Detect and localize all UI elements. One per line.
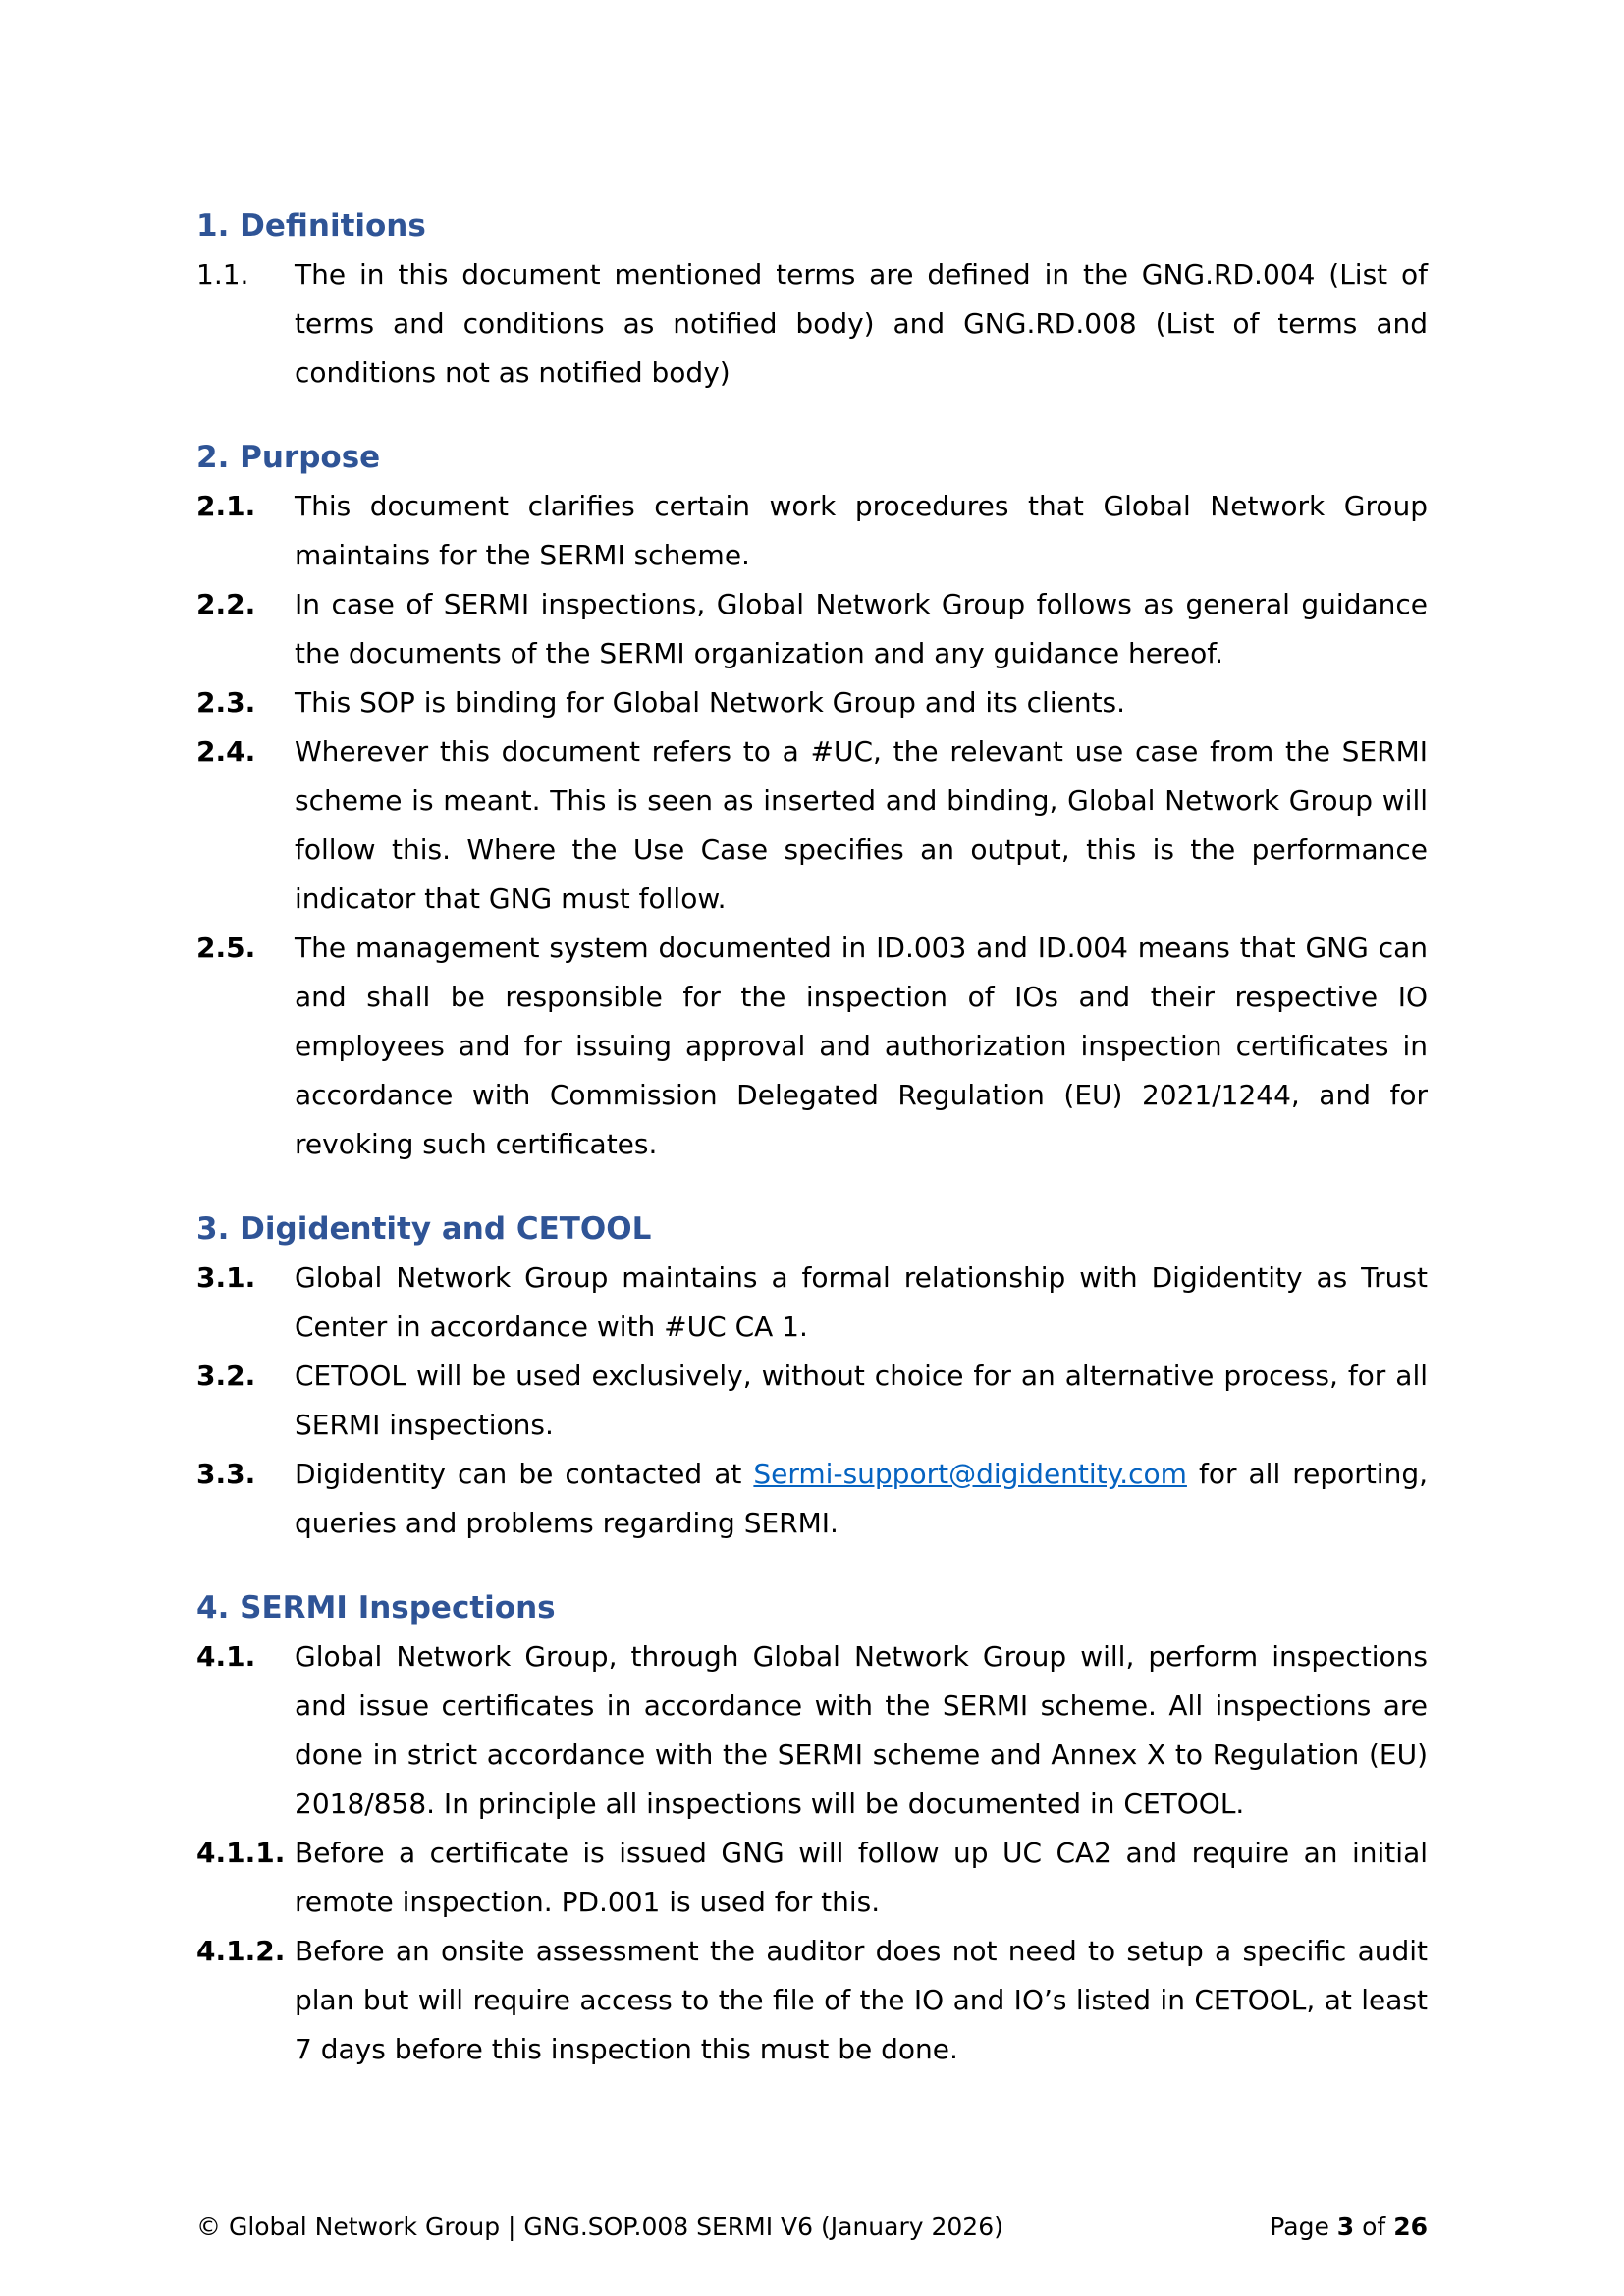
item-number: 1.1.: [196, 258, 249, 291]
list-item: [196, 1829, 1428, 1927]
item-text: Global Network Group maintains a formal relationship with Digidentity as Trust Center in accordance with #UC CA 1.: [295, 1261, 1428, 1343]
section-heading: 3. Digidentity and CETOOL: [196, 1211, 652, 1247]
footer-copyright: © Global Network Group | GNG.SOP.008 SERMI V6 (January 2026): [196, 2213, 1003, 2241]
item-number: 4.1.1.: [196, 1837, 286, 1869]
item-number: 3.2.: [196, 1360, 256, 1392]
list-item: [196, 1254, 1428, 1352]
item-number: 2.4.: [196, 735, 256, 768]
item-text-after-link: for all reporting, queries and problems regarding SERMI.: [295, 1458, 1428, 1539]
list-item: [196, 924, 1428, 1169]
item-number: 2.1.: [196, 490, 256, 522]
list-item: [196, 1450, 1428, 1548]
section-heading: 4. SERMI Inspections: [196, 1590, 556, 1626]
section-sermi-inspections: [196, 1583, 1428, 2074]
list-item: [196, 727, 1428, 924]
item-text: Global Network Group, through Global Network Group will, perform inspections and issue certificates in accordance with the SERMI scheme. All inspections are done in strict accordance with the SERMI scheme and Annex X to Regulation (EU) 2018/858. In principle all inspections will be documented in CETOOL.: [295, 1640, 1428, 1820]
item-number: 2.3.: [196, 686, 256, 719]
item-text: The management system documented in ID.003 and ID.004 means that GNG can and shall be responsible for the inspection of IOs and their respective IO employees and for issuing approval and authorization inspection certificates in accordance with Commission Delegated Regulation (EU) 2021/1244, and for revoking such certificates.: [295, 932, 1428, 1160]
footer-page-number: [1270, 2212, 1428, 2243]
list-item: [196, 1927, 1428, 2074]
list-item: [196, 1352, 1428, 1450]
item-number: 3.1.: [196, 1261, 256, 1294]
list-item: [196, 482, 1428, 580]
item-text: The in this document mentioned terms are defined in the GNG.RD.004 (List of terms and conditions as notified body) and GNG.RD.008 (List of terms and conditions not as notified body): [295, 258, 1428, 389]
item-text: In case of SERMI inspections, Global Network Group follows as general guidance the documents of the SERMI organization and any guidance hereof.: [295, 588, 1428, 669]
section-definitions: [196, 201, 1428, 398]
item-text: This SOP is binding for Global Network Group and its clients.: [295, 686, 1126, 719]
item-text: Wherever this document refers to a #UC, the relevant use case from the SERMI scheme is meant. This is seen as inserted and binding, Global Network Group will follow this. Where the Use Case specifies an output, this is the performance indicator that GNG must follow.: [295, 735, 1428, 915]
section-heading: 1. Definitions: [196, 208, 426, 243]
email-link[interactable]: Sermi-support@digidentity.com: [753, 1458, 1187, 1490]
section-digidentity-cetool: [196, 1204, 1428, 1548]
section-purpose: [196, 433, 1428, 1169]
item-text: This document clarifies certain work procedures that Global Network Group maintains for the SERMI scheme.: [295, 490, 1428, 571]
item-number: 4.1.: [196, 1640, 256, 1673]
item-number: 2.5.: [196, 932, 256, 964]
section-heading: 2. Purpose: [196, 440, 381, 475]
list-item: [196, 250, 1428, 398]
footer-page-label: Page: [1270, 2213, 1329, 2241]
page-footer: [196, 2212, 1428, 2243]
list-item: [196, 580, 1428, 678]
footer-of-label: of: [1362, 2213, 1386, 2241]
item-number: 2.2.: [196, 588, 256, 620]
item-text: CETOOL will be used exclusively, without choice for an alternative process, for all SERMI inspections.: [295, 1360, 1428, 1441]
item-text: Before an onsite assessment the auditor does not need to setup a specific audit plan but will require access to the file of the IO and IO’s listed in CETOOL, at least 7 days before this inspection this must be done.: [295, 1935, 1428, 2065]
list-item: [196, 678, 1428, 727]
item-text: [295, 1450, 1428, 1548]
footer-page-current: 3: [1336, 2213, 1355, 2241]
footer-page-total: 26: [1393, 2213, 1428, 2241]
item-text-before-link: Digidentity can be contacted at: [295, 1458, 754, 1490]
item-text: Before a certificate is issued GNG will follow up UC CA2 and require an initial remote inspection. PD.001 is used for this.: [295, 1837, 1428, 1918]
item-number: 3.3.: [196, 1458, 256, 1490]
list-item: [196, 1632, 1428, 1829]
item-number: 4.1.2.: [196, 1935, 286, 1967]
